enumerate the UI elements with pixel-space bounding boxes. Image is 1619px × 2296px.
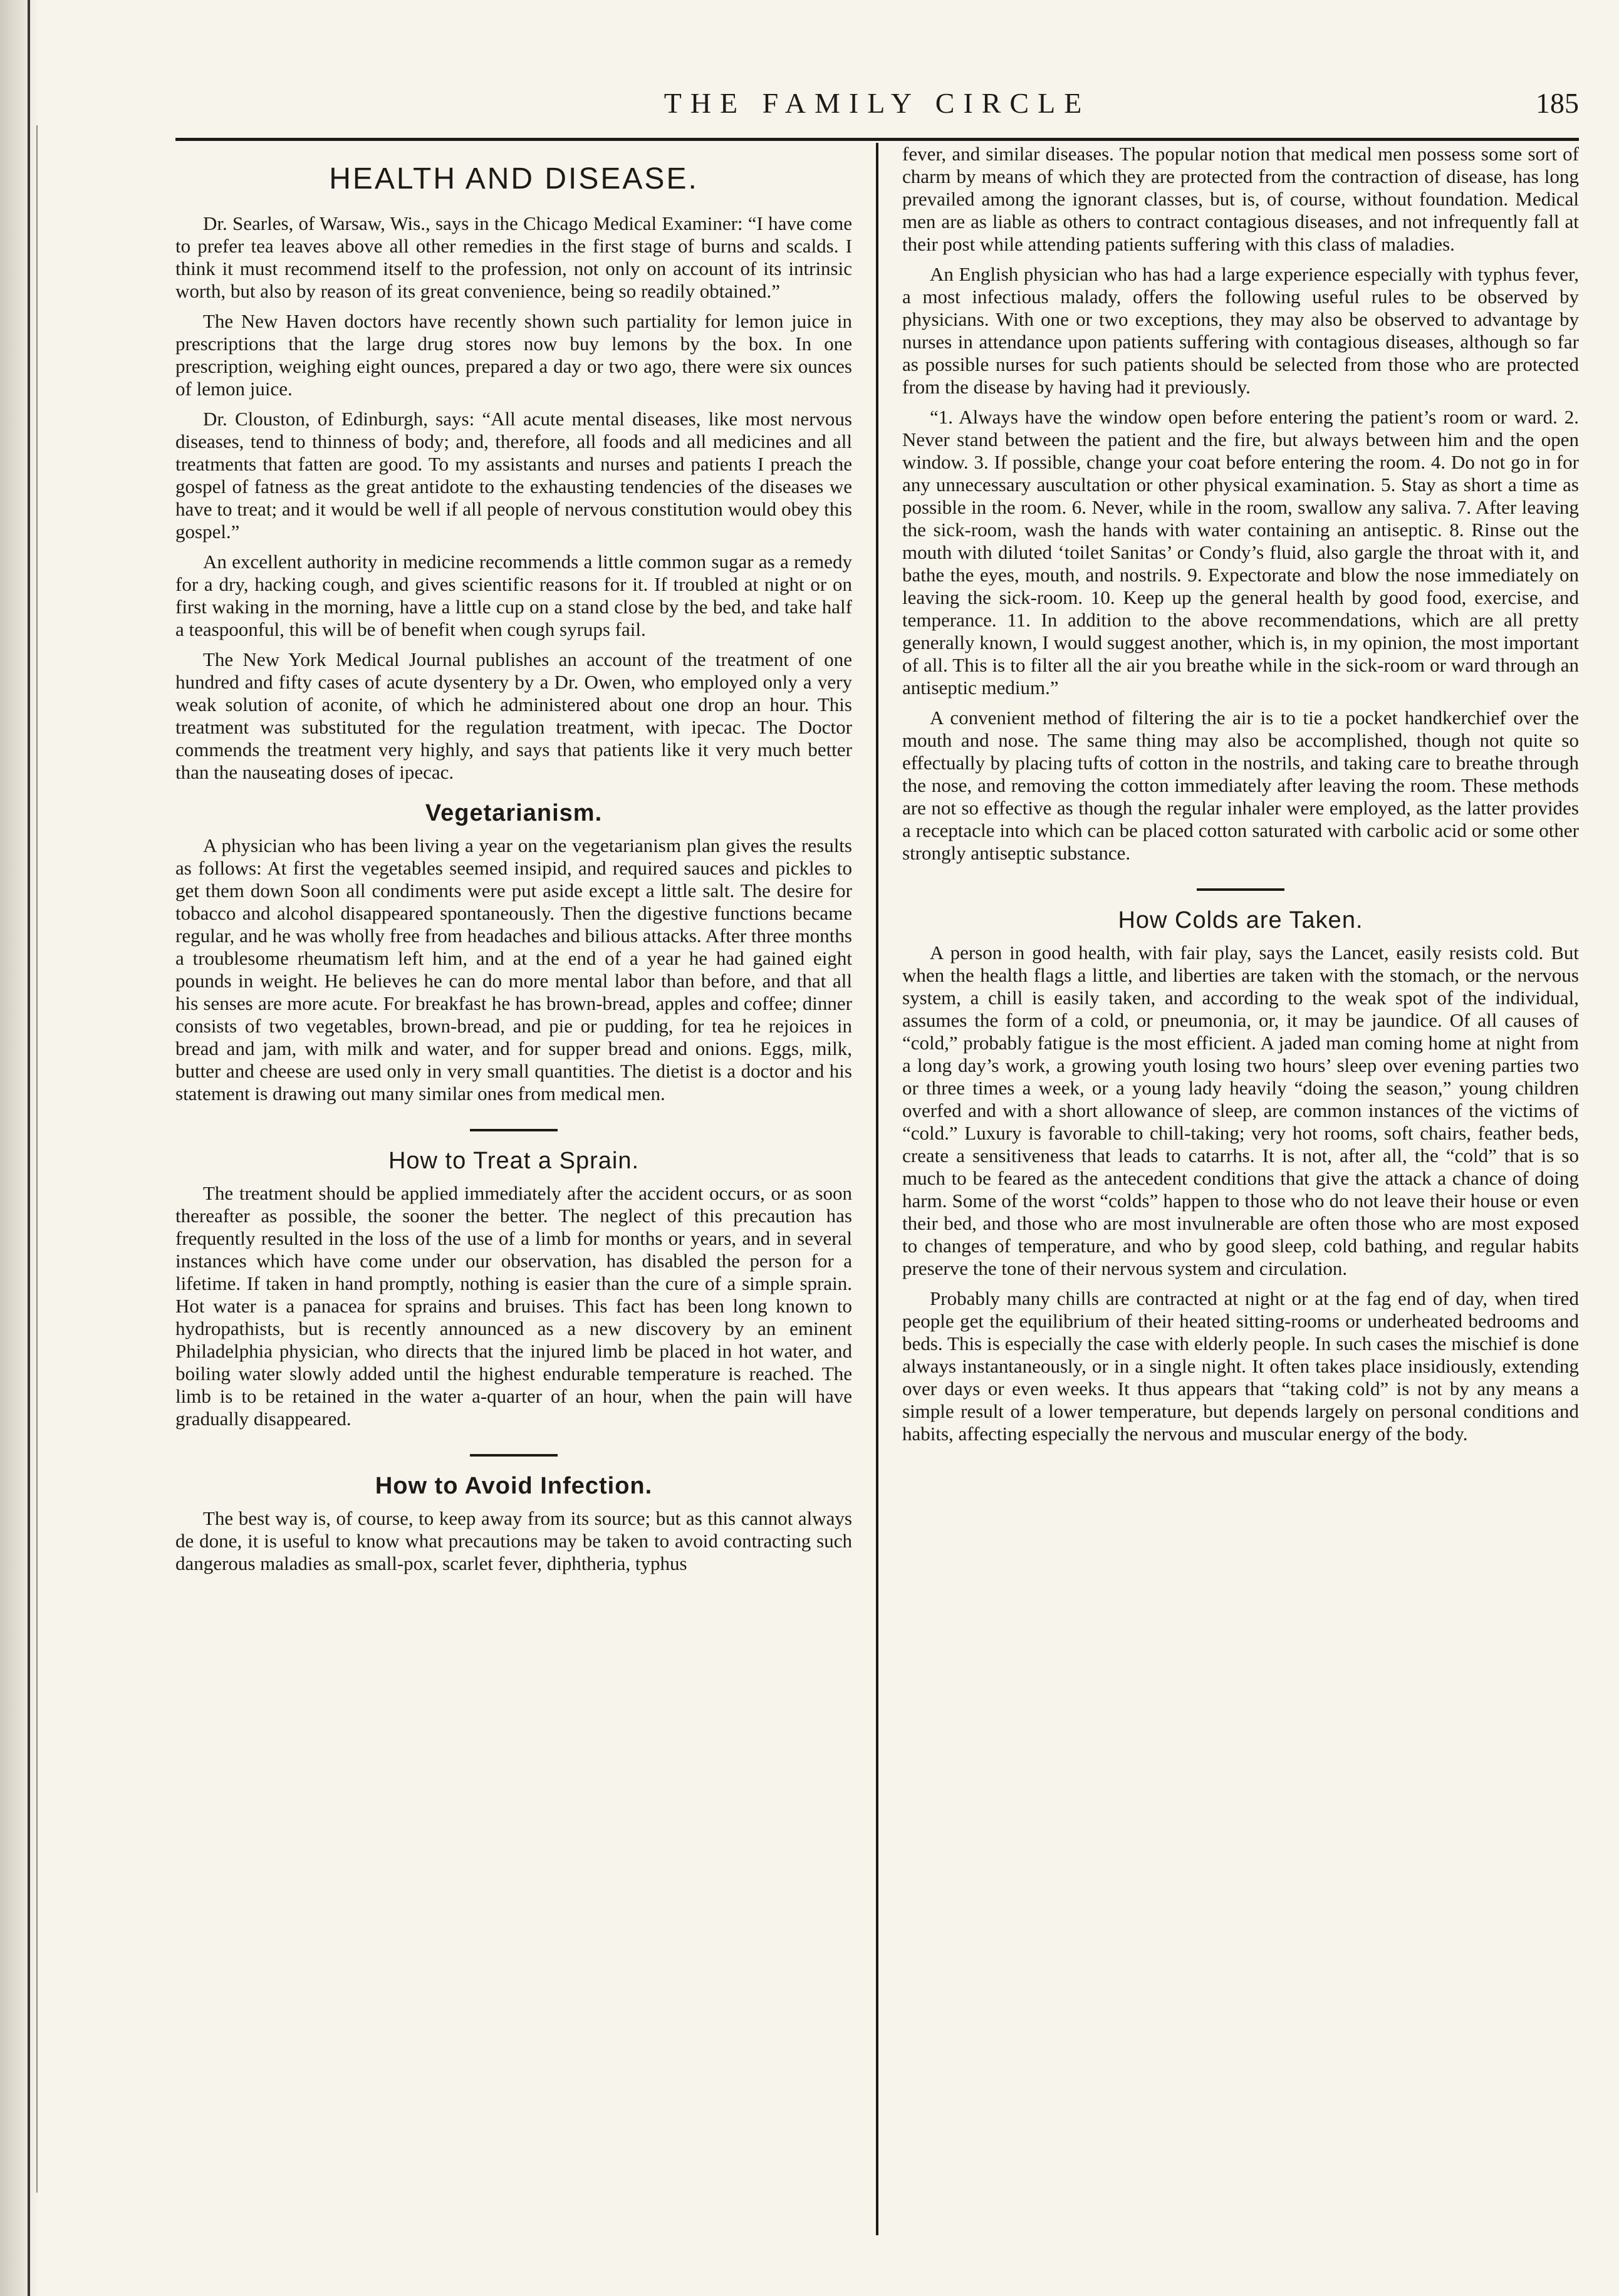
right-column xyxy=(902,143,1579,2235)
binding-line xyxy=(28,0,30,2296)
paragraph: Probably many chills are contracted at night or at the fag end of day, when tired people get the equilibrium of their heated sitting-rooms or underheated bedrooms and beds. This is especially the case with elderly people. In such cases the mischief is done always instantaneously, or in a single night. It often takes place insidiously, extending over days or even weeks. It thus appears that “taking cold” is not by any means a simple result of a lower temperature, but depends largely on personal conditions and habits, affecting especially the nervous and muscular energy of the body. xyxy=(902,1287,1579,1445)
subheading-colds: How Colds are Taken. xyxy=(1118,907,1363,933)
paragraph: A convenient method of filtering the air is to tie a pocket handkerchief over the mouth and nose. The same thing may also be accomplished, though not quite so effectually by placing tufts of cotton in the nostrils, and taking care to breathe through the nose, and removing the cotton immediately after leaving the room. These methods are not so effective as though the regular inhaler were employed, as the latter provides a receptacle into which can be placed cotton saturated with carbolic acid or some other strongly antiseptic substance. xyxy=(902,707,1579,864)
paragraph: The New Haven doctors have recently shown such partiality for lemon juice in prescriptions that the large drug stores now buy lemons by the box. In one prescription, weighing eight ounces, prepared a day or two ago, there were six ounces of lemon juice. xyxy=(175,310,852,400)
paragraph: A physician who has been living a year on the vegetarianism plan gives the results as follows: At first the vegetables seemed insipid, and required sauces and pickles to get them down Soon all condiments were put aside except a little salt. The desire for tobacco and alcohol disappeared spontaneously. Then the digestive functions became regular, and he was wholly free from headaches and bilious attacks. After three months a troublesome rheumatism left him, and at the end of a year he had gained eight pounds in weight. He believes he can do more mental labor than before, and that all his senses are more acute. For breakfast he has brown-bread, apples and coffee; dinner consists of two vegetables, brown-bread, and pie or pudding, for tea he rejoices in bread and jam, with milk and water, and for supper bread and onions. Eggs, milk, butter and cheese are used only in very small quantities. The dietist is a doctor and his statement is drawing out many similar ones from medical men. xyxy=(175,834,852,1104)
binding-shadow-line xyxy=(36,125,38,2193)
section-divider xyxy=(470,1454,558,1457)
paragraph: Dr. Searles, of Warsaw, Wis., says in the Chicago Medical Examiner: “I have come to prefer tea leaves above all other remedies in the first stage of burns and scalds. I think it must recommend itself to the profession, not only on account of its intrinsic worth, but also by reason of its great convenience, being so readily obtained.” xyxy=(175,212,852,302)
subheading-sprain: How to Treat a Sprain. xyxy=(388,1148,640,1174)
paragraph: fever, and similar diseases. The popular notion that medical men possess some sort of charm by means of which they are protected from the contraction of disease, has long prevailed among the ignorant classes, but is, of course, without foundation. Medical men are as liable as others to contract contagious diseases, and not infrequently fall at their post while attending patients suffering with this class of maladies. xyxy=(902,143,1579,255)
section-heading: HEALTH AND DISEASE. xyxy=(329,162,699,195)
running-title: THE FAMILY CIRCLE xyxy=(664,87,1091,119)
page-number: 185 xyxy=(1536,87,1579,119)
paragraph: The treatment should be applied immediately after the accident occurs, or as soon thereafter as possible, the sooner the better. The neglect of this precaution has frequently resulted in the loss of the use of a limb for months or years, and in several instances which have come under our observation, has disabled the person for a lifetime. If taken in hand promptly, nothing is easier than the cure of a simple sprain. Hot water is a panacea for sprains and bruises. This fact has been long known to hydropathists, but is recently announced as a new discovery by an eminent Philadelphia physician, who directs that the injured limb be placed in hot water, and boiling water slowly added until the highest endurable temperature is reached. The limb is to be retained in the water a-quarter of an hour, when the pain will have gradually disappeared. xyxy=(175,1182,852,1430)
left-column xyxy=(175,143,852,2235)
section-divider xyxy=(1197,888,1284,891)
paragraph: The New York Medical Journal publishes an account of the treatment of one hundred and fifty cases of acute dysentery by a Dr. Owen, who employed only a very weak solution of aconite, of which he administered about one drop an hour. This treatment was substituted for the regulation treatment, with ipecac. The Doctor commends the treatment very highly, and says that patients like it very much better than the nauseating doses of ipecac. xyxy=(175,648,852,783)
section-divider xyxy=(470,1129,558,1131)
page-header xyxy=(175,75,1579,141)
subheading-vegetarianism: Vegetarianism. xyxy=(425,800,603,826)
page-binding-edge xyxy=(0,0,39,2296)
paragraph: An English physician who has had a large experience especially with typhus fever, a most infectious malady, offers the following useful rules to be observed by physicians. With one or two exceptions, they may also be observed to advantage by nurses in attendance upon patients suffering with contagious diseases, although so far as possible nurses for such patients should be selected from those who are protected from the disease by having had it previously. xyxy=(902,263,1579,398)
paragraph: Dr. Clouston, of Edinburgh, says: “All acute mental diseases, like most nervous diseases, tend to thinness of body; and, therefore, all foods and all medicines and all treatments that fatten are good. To my assistants and nurses and patients I preach the gospel of fatness as the great antidote to the exhausting tendencies of the diseases we have to treat; and it would be well if all people of nervous constitution would obey this gospel.” xyxy=(175,408,852,543)
newspaper-page xyxy=(175,75,1579,1574)
article-columns xyxy=(175,143,1579,2235)
column-rule xyxy=(876,143,878,2235)
paragraph: The best way is, of course, to keep away from its source; but as this cannot always de done, it is useful to know what precautions may be taken to avoid contracting such dangerous maladies as small-pox, scarlet fever, diphtheria, typhus xyxy=(175,1507,852,1574)
paragraph: “1. Always have the window open before entering the patient’s room or ward. 2. Never stand between the patient and the fire, but always between him and the open window. 3. If possible, change your coat before entering the room. 4. Do not go in for any unnecessary auscultation or other physical examination. 5. Stay as short a time as possible in the room. 6. Never, while in the room, swallow any saliva. 7. After leaving the sick-room, wash the hands with water containing an antiseptic. 8. Rinse out the mouth with diluted ‘toilet Sanitas’ or Condy’s fluid, also gargle the throat with it, and bathe the eyes, mouth, and nostrils. 9. Expectorate and blow the nose immediately on leaving the sick-room. 10. Keep up the general health by good food, exercise, and temperance. 11. In addition to the above recommendations, which are all pretty generally known, I would suggest another, which is, in my opinion, the most important of all. This is to filter all the air you breathe while in the sick-room or ward through an antiseptic medium.” xyxy=(902,406,1579,699)
subheading-infection: How to Avoid Infection. xyxy=(375,1473,653,1499)
paragraph: An excellent authority in medicine recommends a little common sugar as a remedy for a dry, hacking cough, and gives scientific reasons for it. If troubled at night or on first waking in the morning, have a little cup on a stand close by the bed, and take half a teaspoonful, this will be of benefit when cough syrups fail. xyxy=(175,551,852,640)
paragraph: A person in good health, with fair play, says the Lancet, easily resists cold. But when the health flags a little, and liberties are taken with the stomach, or the nervous system, a chill is easily taken, and according to the weak spot of the individual, assumes the form of a cold, or pneumonia, or, it may be jaundice. Of all causes of “cold,” probably fatigue is the most efficient. A jaded man coming home at night from a long day’s work, a growing youth losing two hours’ sleep over evening parties two or three times a week, or a young lady heavily “doing the season,” young children overfed and with a short allowance of sleep, are common instances of the victims of “cold.” Luxury is favorable to chill-taking; very hot rooms, soft chairs, feather beds, create a sensitiveness that leads to catarrhs. It is not, after all, the “cold” that is so much to be feared as the antecedent conditions that give the attack a chance of doing harm. Some of the worst “colds” happen to those who do not leave their house or even their bed, and those who are most invulnerable are often those who are most exposed to changes of temperature, and who by good sleep, cold bathing, and regular habits preserve the tone of their nervous system and circulation. xyxy=(902,942,1579,1279)
